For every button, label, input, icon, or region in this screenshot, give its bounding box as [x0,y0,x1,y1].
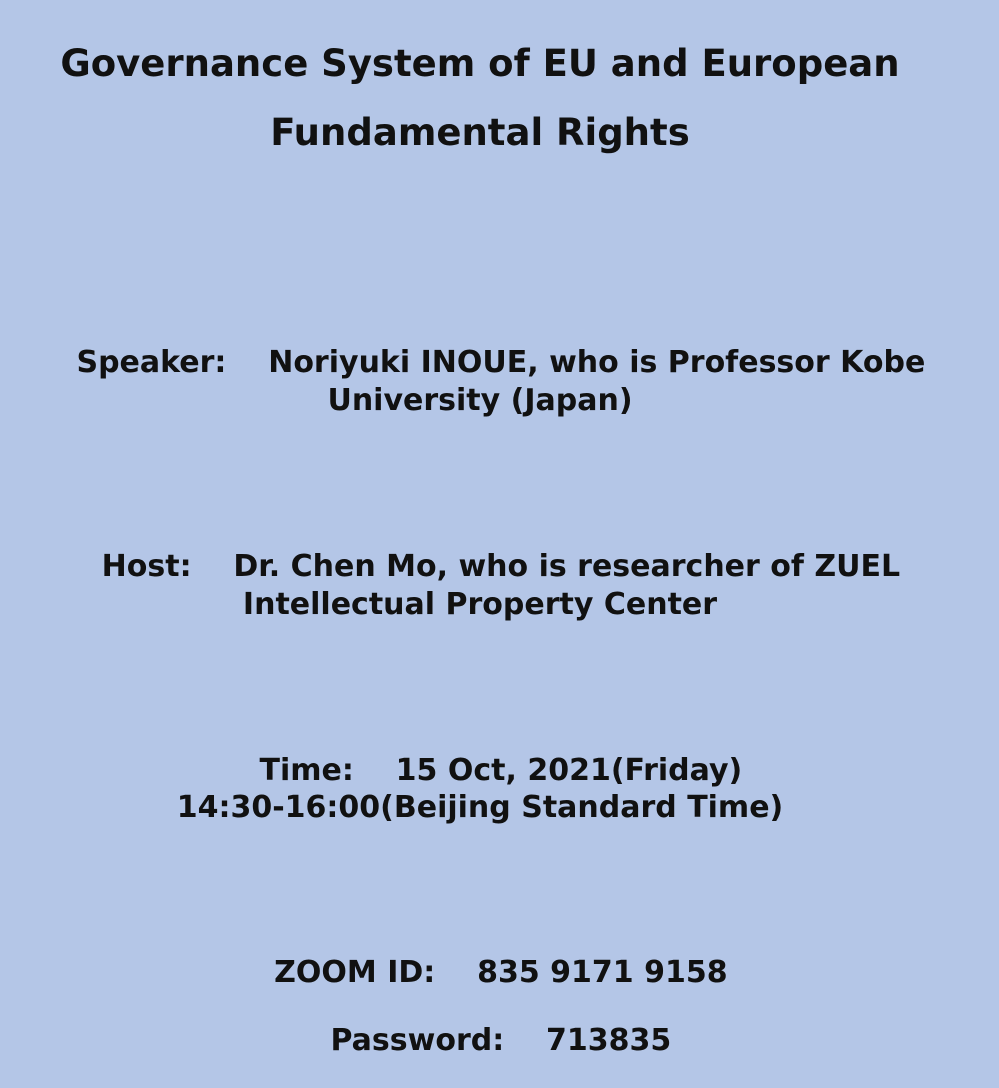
host-line-2: Intellectual Property Center [242,587,718,622]
speaker-line-2: University (Japan) [327,383,633,418]
time-hours: 14:30-16:00(Beijing Standard Time) [176,790,784,825]
time-label: Time: [259,753,354,788]
event-title-line-1: Governance System of EU and European [60,42,900,85]
password-label: Password: [330,1023,505,1058]
password-line [0,996,960,1086]
password-value: 713835 [546,1023,672,1058]
zoom-id-label: ZOOM ID: [274,955,436,990]
speaker-label: Speaker: [76,345,227,380]
host-label: Host: [101,549,192,584]
event-title-line-2: Fundamental Rights [270,111,690,154]
zoom-id-value: 835 9171 9158 [477,955,728,990]
speaker-name: Noriyuki INOUE, who is Professor Kobe [268,345,926,380]
time-date: 15 Oct, 2021(Friday) [395,753,743,788]
host-name: Dr. Chen Mo, who is researcher of ZUEL [233,549,901,584]
